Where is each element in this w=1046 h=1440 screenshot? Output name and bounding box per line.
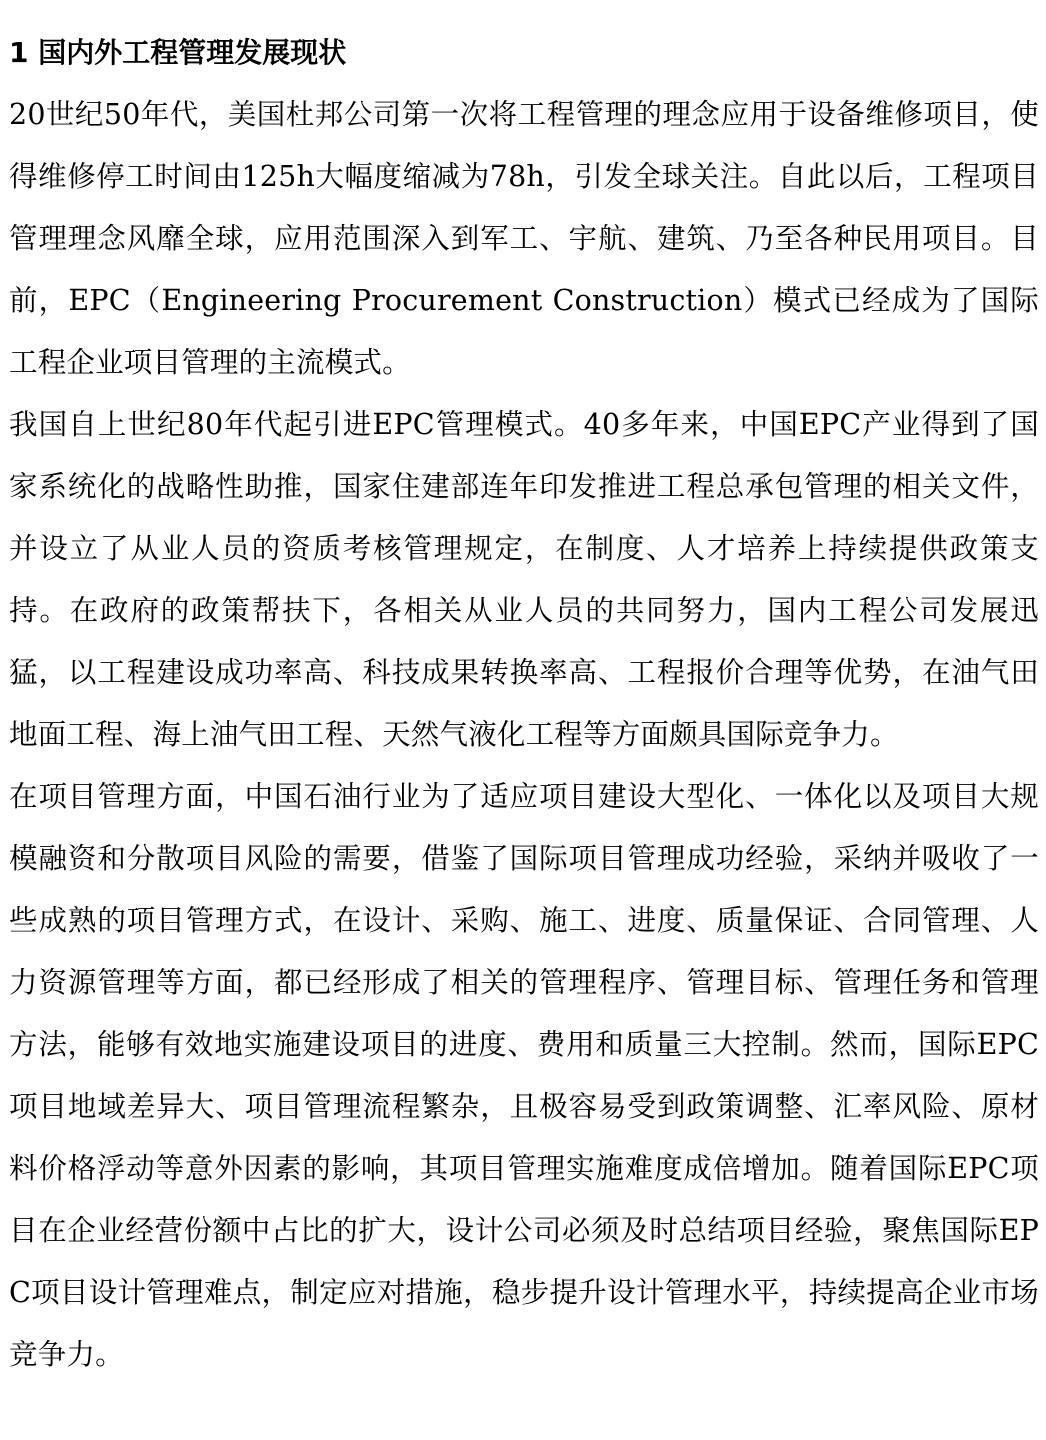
paragraph-project-management: 在项目管理方面，中国石油行业为了适应项目建设大型化、一体化以及项目大规模融资和分散项目风险的需要，借鉴了国际项目管理成功经验，采纳并吸收了一些成熟的项目管理方式，在设计、采购、施工、进度、质量保证、合同管理、人力资源管理等方面，都已经形成了相关的管理程序、管理目标、管理任务和管理方法，能够有效地实施建设项目的进度、费用和质量三大控制。然而，国际EPC项目地域差异大、项目管理流程繁杂，且极容易受到政策调整、汇率风险、原材料价格浮动等意外因素的影响，其项目管理实施难度成倍增加。随着国际EPC项目在企业经营份额中占比的扩大，设计公司必须及时总结项目经验，聚焦国际EPC项目设计管理难点，制定应对措施，稳步提升设计管理水平，持续提高企业市场竞争力。	[9, 780, 1039, 1371]
section-heading: 1 国内外工程管理发展现状	[9, 36, 347, 69]
paragraph-china-epc: 我国自上世纪80年代起引进EPC管理模式。40多年来，中国EPC产业得到了国家系统化的战略性助推，国家住建部连年印发推进工程总承包管理的相关文件，并设立了从业人员的资质考核管理规定，在制度、人才培养上持续提供政策支持。在政府的政策帮扶下，各相关从业人员的共同努力，国内工程公司发展迅猛，以工程建设成功率高、科技成果转换率高、工程报价合理等优势，在油气田地面工程、海上油气田工程、天然气液化工程等方面颇具国际竞争力。	[9, 408, 1039, 751]
document-page	[9, 22, 1039, 1386]
paragraph-history: 20世纪50年代，美国杜邦公司第一次将工程管理的理念应用于设备维修项目，使得维修停工时间由125h大幅度缩减为78h，引发全球关注。自此以后，工程项目管理理念风靡全球，应用范围深入到军工、宇航、建筑、乃至各种民用项目。目前，EPC（Engineering Procurement Construction）模式已经成为了国际工程企业项目管理的主流模式。	[9, 98, 1039, 379]
